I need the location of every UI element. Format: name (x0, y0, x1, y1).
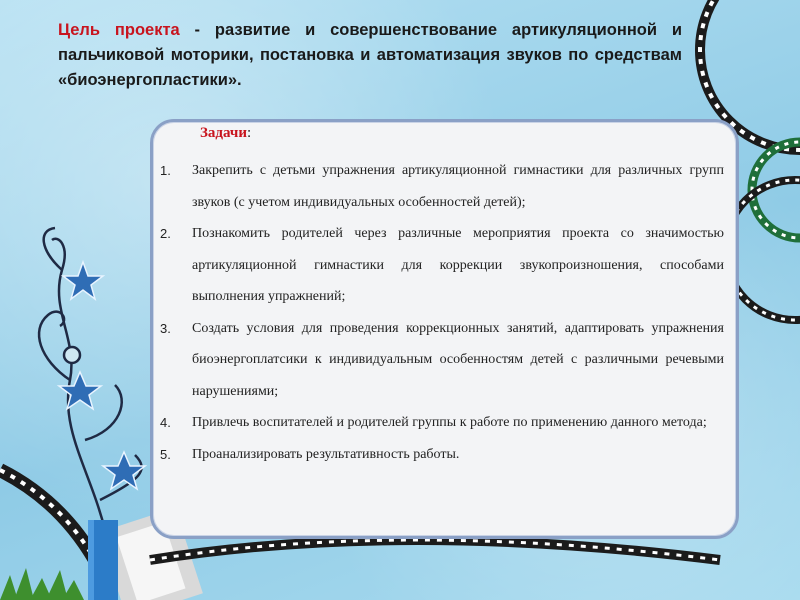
list-item (148, 313, 724, 408)
tasks-heading-suffix: : (247, 125, 252, 141)
star-icon (63, 262, 103, 299)
project-goal-label: Цель проекта (58, 21, 180, 39)
project-goal (58, 18, 682, 93)
list-item-number: 1. (160, 163, 171, 178)
project-goal-text: развитие и совершенствование артикуляционной и пальчиковой моторики, постановка и автоматизация звуков по средствам «биоэнергопластики». (58, 21, 682, 89)
list-item-number: 3. (160, 320, 171, 336)
project-goal-dash: - (179, 21, 215, 39)
list-item (148, 155, 724, 218)
list-item (148, 439, 724, 471)
tasks-heading (200, 125, 251, 142)
grass (0, 568, 84, 600)
swirl-vine (39, 228, 142, 530)
list-item-number: 5. (160, 446, 171, 462)
list-item-number: 2. (160, 226, 171, 241)
list-item (148, 407, 724, 439)
list-item-text: Привлечь воспитателей и родителей группы к работе по применению данного метода; (192, 415, 707, 430)
tasks-list (148, 155, 724, 470)
list-item-text: Создать условия для проведения коррекционных занятий, адаптировать упражнения биоэнергоплатсики к индивидуальным особенностям детей с различными речевыми нарушениями; (192, 320, 724, 399)
blue-vase (88, 520, 118, 600)
list-item-text: Познакомить родителей через различные мероприятия проекта со значимостью артикуляционной гимнастики для коррекции звукопроизношения, способами выполнения упражнений; (192, 226, 724, 304)
list-item (148, 218, 724, 313)
tasks-heading-label: Задачи (200, 125, 248, 141)
list-item-number: 4. (160, 415, 171, 430)
list-item-text: Проанализировать результативность работы. (192, 446, 460, 462)
list-item-text: Закрепить с детьми упражнения артикуляционной гимнастики для различных групп звуков (с учетом индивидуальных особенностей детей); (192, 163, 724, 210)
